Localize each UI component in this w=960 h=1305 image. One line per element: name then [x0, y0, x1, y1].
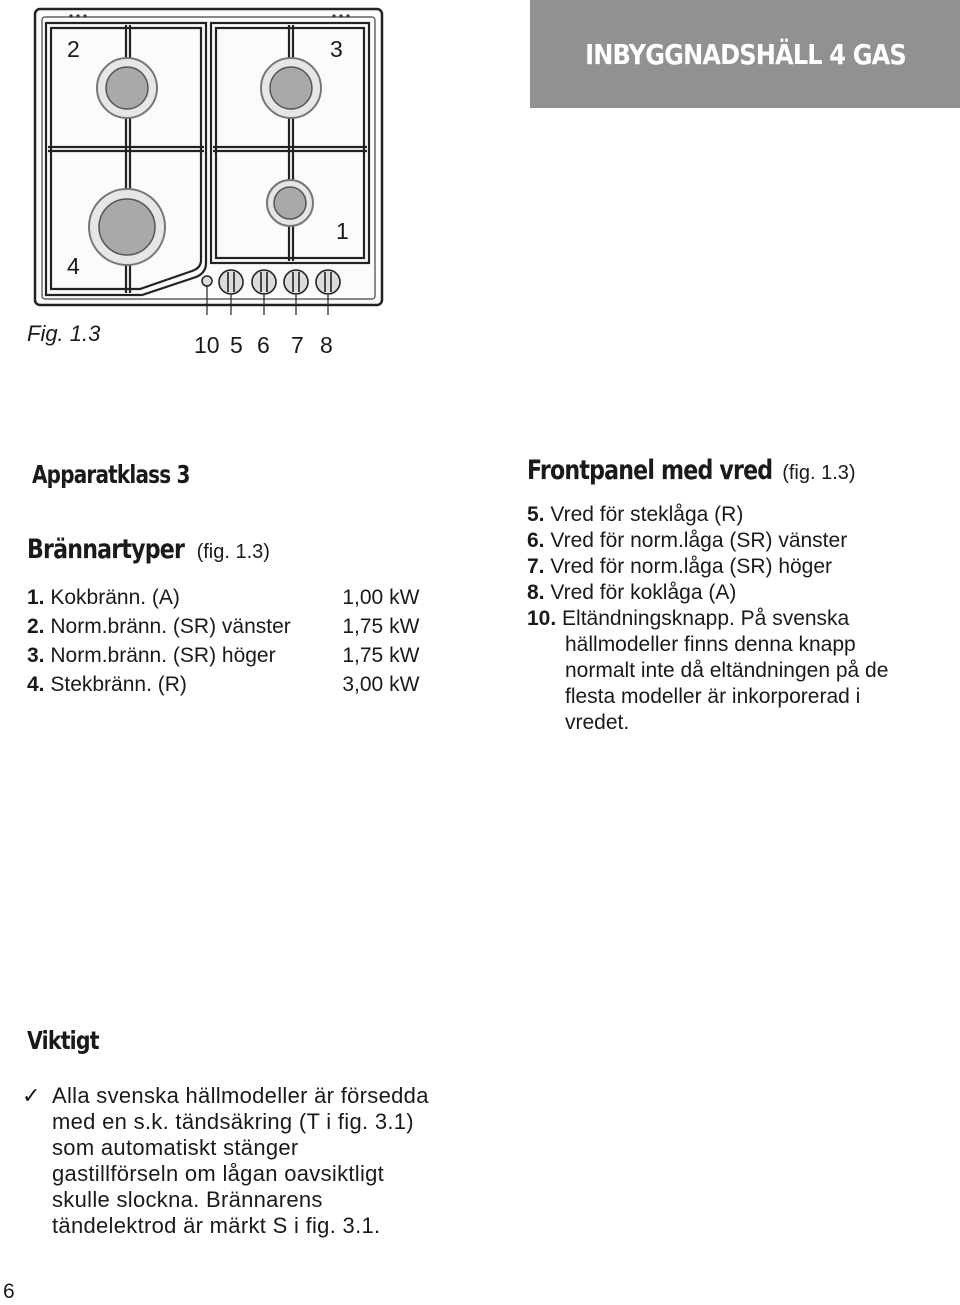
burner-3 [261, 58, 321, 118]
knob-callout-8: 8 [320, 332, 333, 358]
knob-list-item: 5. Vred för steklåga (R) [527, 503, 744, 526]
item10-line: vredet. [565, 711, 630, 734]
knob-5 [219, 270, 243, 294]
knob-callout-7: 7 [291, 332, 304, 358]
note-line: gastillförseln om lågan oavsiktligt [52, 1161, 385, 1186]
knob-8 [316, 270, 340, 294]
item10-line: hällmodeller finns denna knapp [565, 633, 856, 656]
burner-power: 3,00 kW [342, 673, 420, 696]
check-icon: ✓ [22, 1083, 41, 1108]
burner-4 [89, 189, 165, 265]
knob-6 [252, 270, 276, 294]
knob-callout-5: 5 [230, 332, 243, 358]
note-line: skulle slockna. Brännarens [52, 1187, 323, 1212]
burner-type-list [27, 583, 447, 699]
note-line: med en s.k. tändsäkring (T i fig. 3.1) [52, 1109, 414, 1134]
note-line: tändelektrod är märkt S i fig. 3.1. [52, 1213, 381, 1238]
item10-line: flesta modeller är inkorporerad i [565, 685, 861, 708]
callout-3: 3 [330, 36, 343, 62]
burner-power: 1,75 kW [342, 644, 420, 667]
figure-caption: Fig. 1.3 [27, 321, 101, 346]
ignition-button [202, 276, 212, 286]
note-line: som automatiskt stänger [52, 1135, 299, 1160]
knob-list-item: 7. Vred för norm.låga (SR) höger [527, 555, 833, 578]
knob-list-item-10: 10. Eltändningsknapp. På svenska [527, 607, 850, 630]
knob-list [527, 502, 952, 736]
burner-type-row: 4. Stekbränn. (R) 3,00 kW [27, 670, 447, 699]
burner-1 [267, 180, 313, 226]
burner-type-row: 3. Norm.bränn. (SR) höger 1,75 kW [27, 641, 447, 670]
burner-type-row: 1. Kokbränn. (A) 1,00 kW [27, 583, 447, 612]
callout-1: 1 [336, 218, 349, 244]
callout-4: 4 [67, 253, 80, 279]
page-number: 6 [3, 1280, 15, 1303]
knob-list-item: 6. Vred för norm.låga (SR) vänster [527, 529, 848, 552]
knob-list-item: 8. Vred för koklåga (A) [527, 581, 737, 604]
header-band [530, 0, 960, 108]
knob-7 [284, 270, 308, 294]
brannartyper-heading: Brännartyper (fig. 1.3) [27, 534, 270, 565]
knob-callout-10: 10 [194, 332, 220, 358]
burner-power: 1,75 kW [342, 615, 420, 638]
knob-callout-6: 6 [257, 332, 270, 358]
viktigt-note [22, 1083, 482, 1239]
viktigt-heading: Viktigt [27, 1026, 99, 1055]
burner-2 [97, 58, 157, 118]
apparatklass-heading: Apparatklass 3 [32, 460, 190, 489]
note-line: Alla svenska hällmodeller är försedda [52, 1083, 429, 1108]
page-header-title: INBYGGNADSHÄLL 4 GAS [584, 37, 906, 71]
callout-2: 2 [67, 36, 80, 62]
frontpanel-heading: Frontpanel med vred (fig. 1.3) [527, 455, 856, 486]
burner-type-row: 2. Norm.bränn. (SR) vänster 1,75 kW [27, 612, 447, 641]
burner-power: 1,00 kW [342, 586, 420, 609]
item10-line: normalt inte då eltändningen på de [565, 659, 889, 682]
